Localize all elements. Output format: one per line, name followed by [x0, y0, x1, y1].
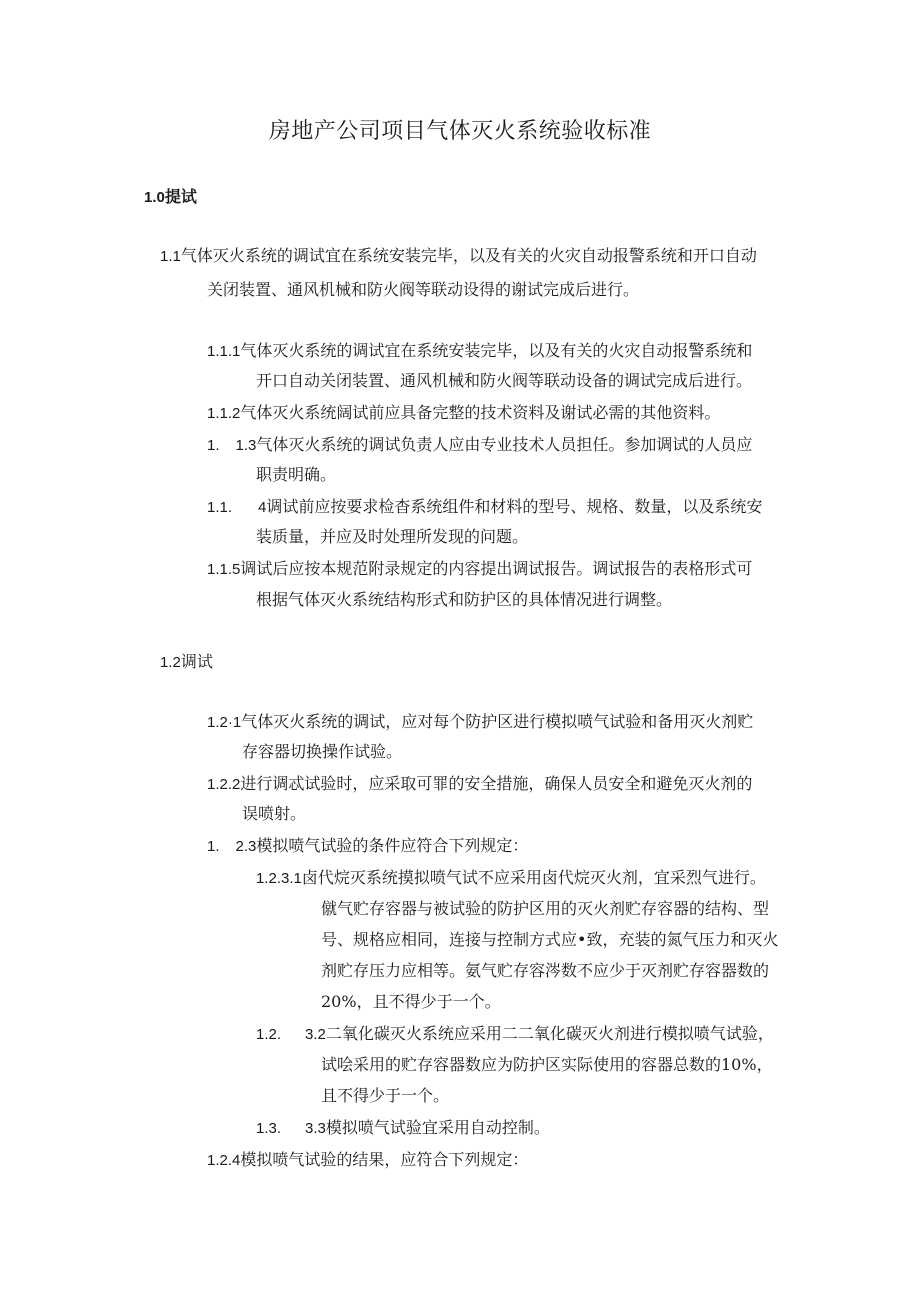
item-number-part: 4	[258, 499, 267, 516]
paragraph-text: 卤代烷灭系统摸拟喷气试不应采用卤代烷灭火剂，宜采烈气进行。	[301, 868, 766, 887]
section-number: 1.0	[144, 189, 165, 206]
item-number: 1.1.2	[207, 405, 241, 422]
paragraph-1-1-line-2: 关闭装置、通风机械和防火阀等联动设得的谢试完成后进行。	[207, 280, 640, 299]
paragraph-text: 气体灭火系统阔试前应具备完整的技术资料及谢试必需的其他资料。	[240, 403, 721, 422]
item-number-part: 2.3	[235, 838, 257, 855]
paragraph-text: 二氧化碳灭火系统应采用二二氧化碳灭火剂进行模拟喷气试验，	[325, 1024, 774, 1043]
paragraph-1-1-4-line-1	[207, 496, 762, 519]
paragraph-text: 模拟喷气试验的结果，应符合下列规定：	[240, 1150, 529, 1169]
paragraph-1-2-3-3-line-1	[256, 1117, 550, 1140]
paragraph-1-2-4-line-1	[207, 1149, 528, 1172]
paragraph-1-2-1-line-1	[207, 711, 753, 734]
document-title: 房地产公司项目气体灭火系统验收标准	[268, 119, 652, 144]
paragraph-1-1-2-line-1	[207, 402, 720, 425]
item-number-part: 3.3	[305, 1120, 326, 1137]
section-title: 调试	[180, 652, 213, 671]
paragraph-text: 气体灭火系统的调试，应对每个防护区进行模拟喷气试验和备用灭火剂贮	[241, 712, 754, 731]
item-number: 1.2·1	[207, 714, 242, 731]
paragraph-1-1-5-line-1	[207, 558, 752, 581]
item-number: 1.1.1	[207, 343, 241, 360]
item-number: 1.1.5	[207, 561, 241, 578]
paragraph-1-2-3-1-line-1	[256, 867, 766, 890]
item-number: 1.2.2	[207, 776, 241, 793]
item-number-part: 1.3	[235, 437, 257, 454]
paragraph-text: 调试前应按要求检杳系统组件和材料的型号、规格、数量，以及系统安	[266, 497, 763, 516]
paragraph-text: 模拟喷气试验宜采用自动控制。	[325, 1118, 550, 1137]
item-number-part: 1.3.	[256, 1120, 282, 1137]
paragraph-1-2-3-1-line-5: 20%，且不得少于一个。	[321, 992, 501, 1011]
paragraph-text: 调试后应按本规范附录规定的内容提出调试报告。调试报告的表格形式可	[240, 559, 753, 578]
section-number: 1.2	[160, 654, 181, 671]
paragraph-1-1-line-1	[160, 245, 757, 268]
paragraph-text: 气体灭火系统的调试宜在系统安装完毕，以及有关的火灾自动报警系统和	[240, 341, 753, 360]
paragraph-1-2-1-line-2: 存容器切换操作试验。	[242, 742, 403, 761]
item-number-part: 1.1.	[207, 499, 233, 516]
paragraph-text: 气体灭火系统的调试负责人应由专业技术人员担任。参加调试的人员应	[256, 435, 753, 454]
paragraph-1-2-3-1-line-3: 号、规格应相同，连接与控制方式应•致，充装的氮气压力和灭火	[321, 930, 779, 949]
section-heading-1-2	[160, 651, 213, 674]
item-number: 1.2.4	[207, 1152, 241, 1169]
paragraph-1-1-3-line-1	[207, 434, 752, 457]
section-heading-1-0	[144, 186, 197, 209]
section-title: 提试	[164, 187, 197, 206]
paragraph-1-1-4-line-2: 装质量，并应及时处理所发现的问题。	[256, 527, 529, 546]
item-number-part: 1.2.	[256, 1026, 282, 1043]
paragraph-1-2-3-1-line-2: 僦气贮存容器与被试验的防护区用的灭火剂贮存容器的结构、型	[321, 899, 770, 918]
paragraph-1-1-1-line-2: 开口自动关闭装置、通风机械和防火阀等联动设备的调试完成后进行。	[256, 371, 753, 390]
item-number: 1.1	[160, 248, 181, 265]
paragraph-text: 气体灭火系统的调试宜在系统安装完毕，以及有关的火灾自动报警系统和开口自动	[180, 246, 757, 265]
paragraph-1-2-3-line-1	[207, 835, 528, 858]
paragraph-1-2-3-1-line-4: 剂贮存压力应相等。氨气贮存容涔数不应少于灭剂贮存容器数的	[321, 961, 770, 980]
paragraph-text: 模拟喷气试验的条件应符合下列规定：	[256, 836, 529, 855]
item-number-part: 3.2	[305, 1026, 326, 1043]
paragraph-1-2-2-line-2: 误喷射。	[242, 804, 307, 823]
paragraph-1-1-5-line-2: 根据气体灭火系统结构形式和防护区的具体情况进行调整。	[256, 590, 673, 609]
item-number-part: 1.	[207, 437, 220, 454]
item-number-part: 1.	[207, 838, 220, 855]
paragraph-1-2-2-line-1	[207, 773, 752, 796]
paragraph-1-1-1-line-1	[207, 340, 752, 363]
paragraph-1-1-3-line-2: 职责明确。	[256, 465, 337, 484]
item-number: 1.2.3.1	[256, 870, 302, 887]
paragraph-1-2-3-2-line-2: 试哙采用的贮存容器数应为防护区实际使用的容器总数的10%，	[321, 1055, 773, 1074]
paragraph-1-2-3-2-line-3: 且不得少于一个。	[321, 1086, 450, 1105]
paragraph-1-2-3-2-line-1	[256, 1023, 774, 1046]
paragraph-text: 进行调忒试验时，应采取可罪的安全措施，确保人员安全和避免灭火剂的	[240, 774, 753, 793]
